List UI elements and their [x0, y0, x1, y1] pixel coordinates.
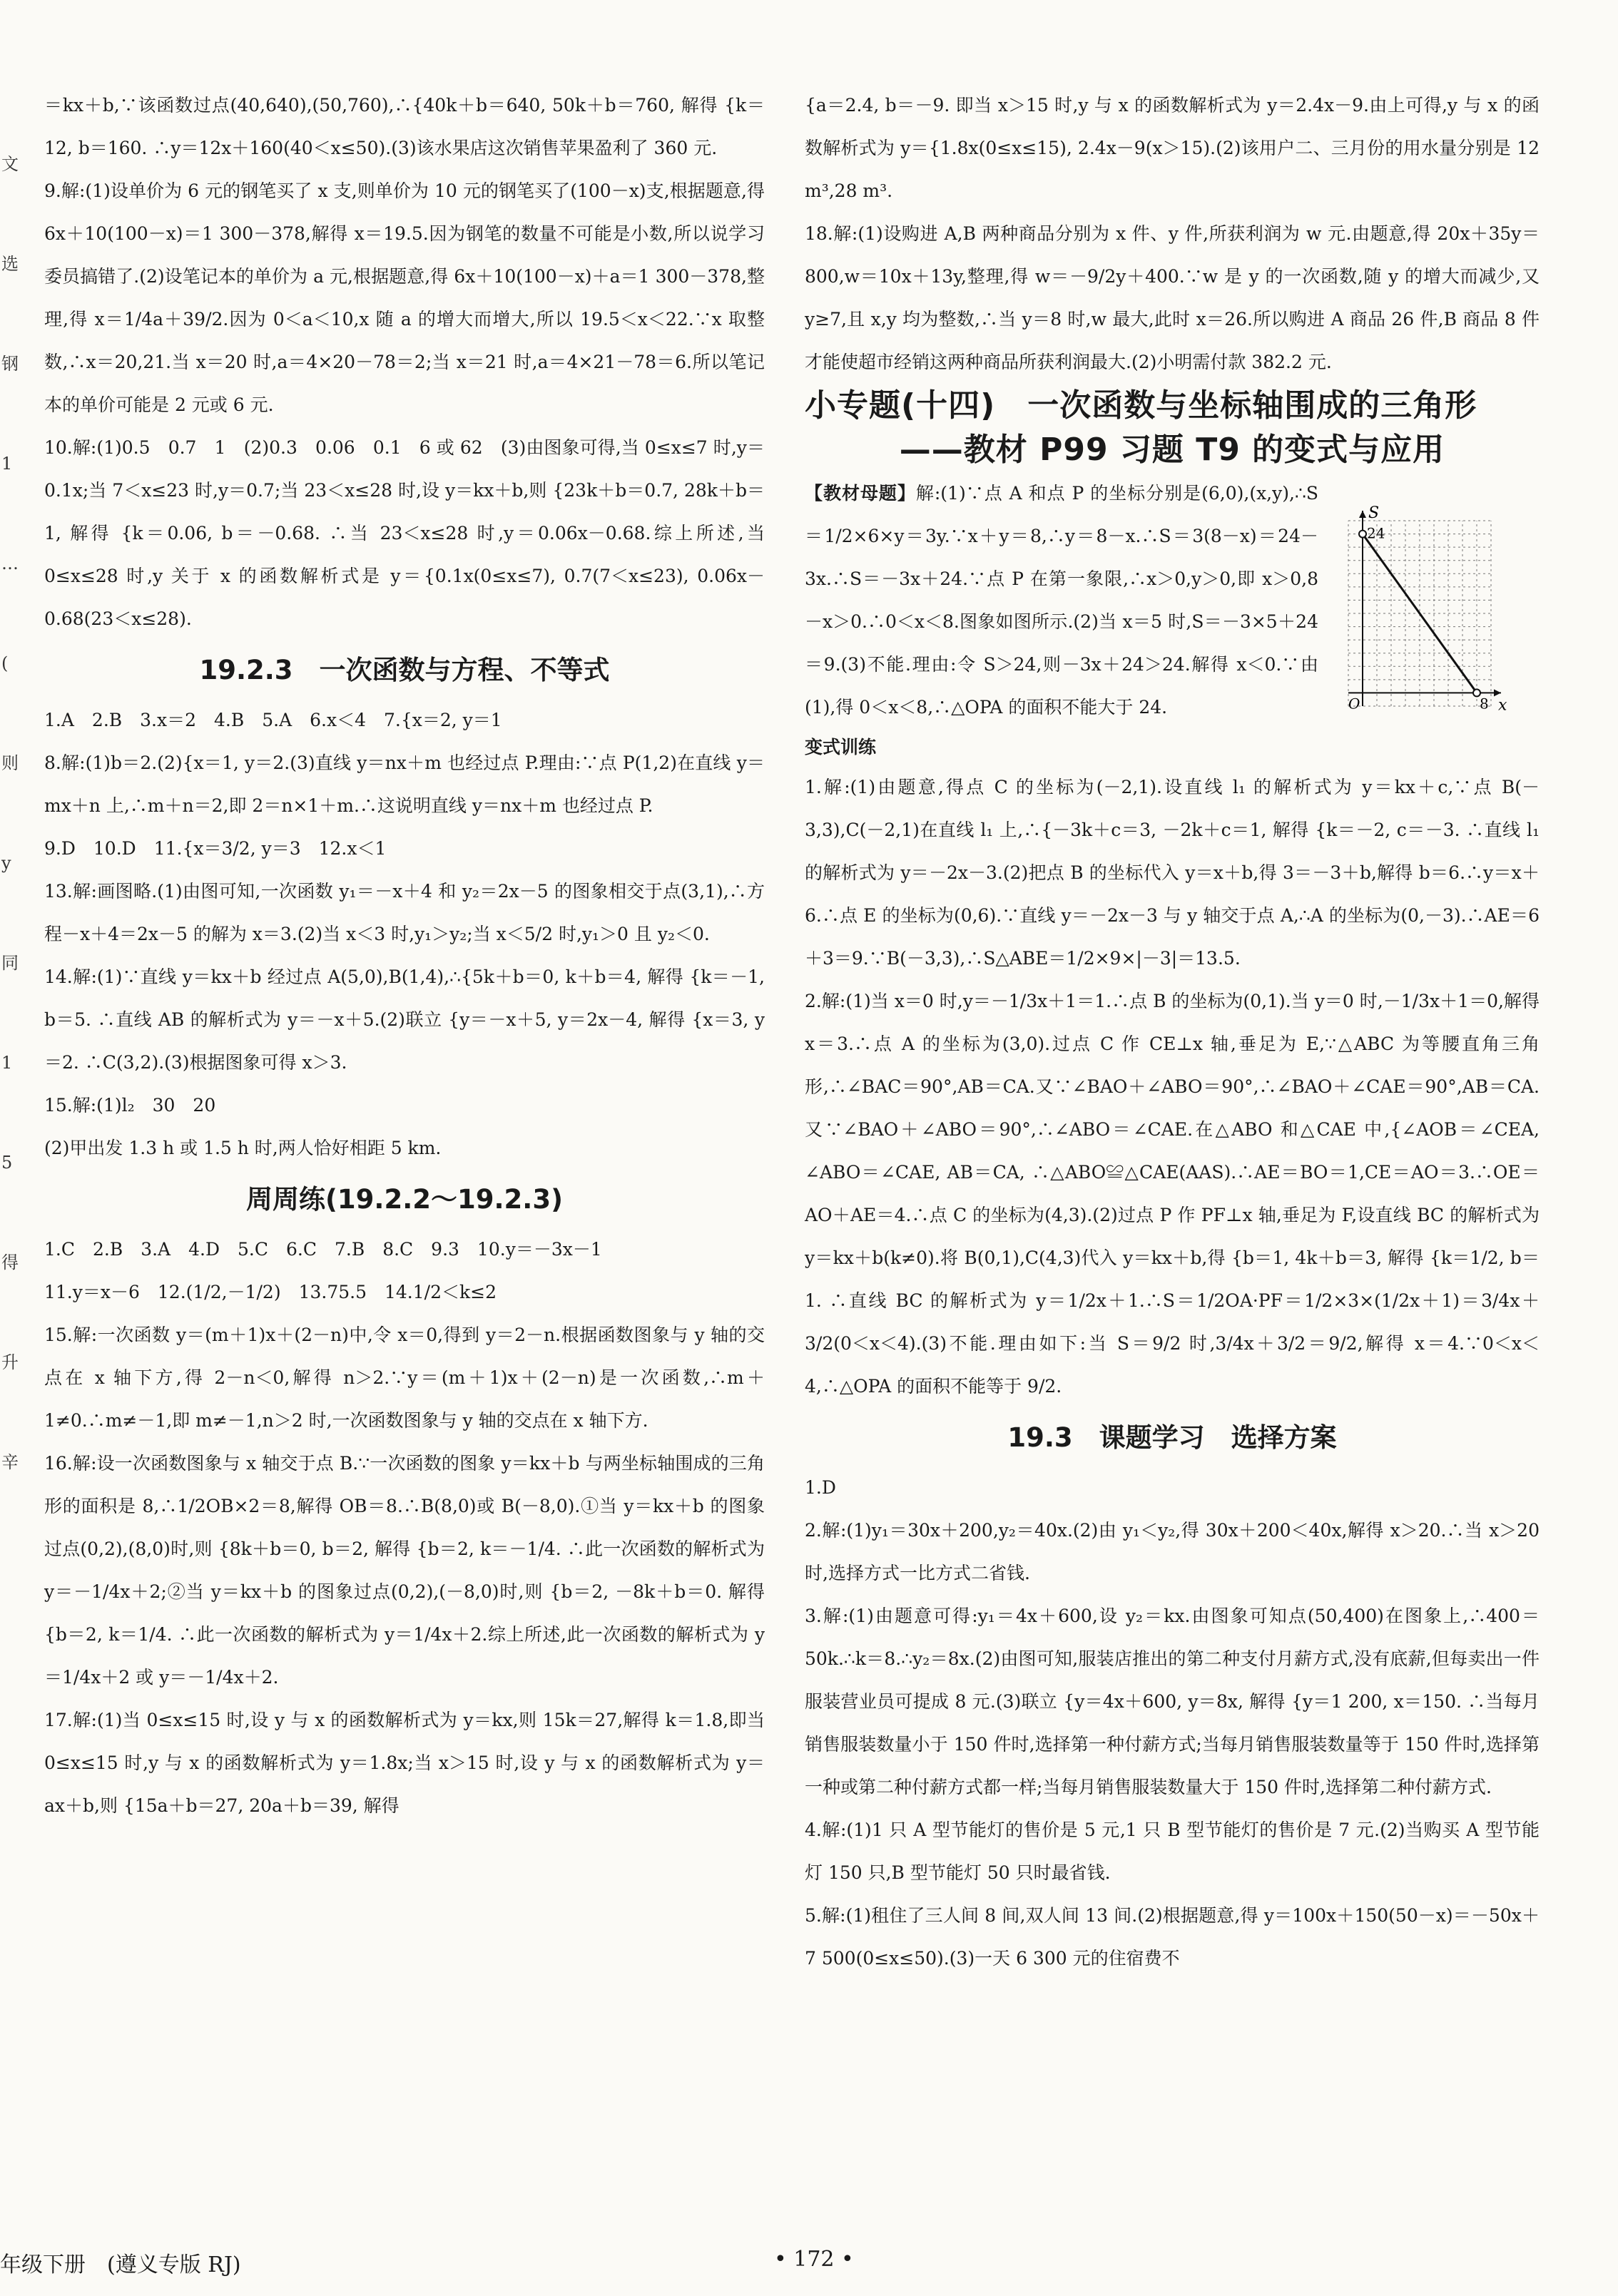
answer-paragraph: 1.A 2.B 3.x＝2 4.B 5.A 6.x＜4 7.{x＝2, y＝1: [44, 710, 502, 730]
section-heading-19-2-3: 19.2.3 一次函数与方程、不等式: [199, 655, 610, 685]
edge-mark: 选: [1, 254, 19, 274]
answer-paragraph: 10.解:(1)0.5 0.7 1 (2)0.3 0.06 0.1 6 或 62 (3)由图象可得,当 0≤x≤7 时,y＝0.1x;当 7＜x≤23 时,y＝0.7;当 23＜x≤28 时,设 y＝kx＋b,则 {23k＋b＝0.7, 28k＋b＝1, 解得 {k＝0.06, b＝－0.68. ∴当 23＜x≤28 时,y＝0.06x－0.68.综上所述,当 0≤x≤28 时,y 关于 x 的函数解析式是 y＝{0.1x(0≤x≤7), 0.7(7＜x≤23), 0.06x－0.68(23＜x≤28).: [44, 437, 765, 629]
special-topic-title: 小专题(十四) 一次函数与坐标轴围成的三角形: [805, 387, 1477, 424]
x-tick-label: 8: [1480, 695, 1489, 713]
answer-paragraph: {a＝2.4, b＝－9. 即当 x＞15 时,y 与 x 的函数解析式为 y＝2.4x－9.由上可得,y 与 x 的函数解析式为 y＝{1.8x(0≤x≤15), 2.4x－9(x＞15).(2)该用户二、三月份的用水量分别是 12 m³,28 m³.: [805, 95, 1540, 201]
edge-mark: 同: [1, 953, 19, 973]
answer-paragraph: 15.解:一次函数 y＝(m＋1)x＋(2－n)中,令 x＝0,得到 y＝2－n.根据函数图象与 y 轴的交点在 x 轴下方,得 2－n＜0,解得 n＞2.∵y＝(m＋1)x＋(2－n)是一次函数,∴m＋1≠0.∴m≠－1,即 m≠－1,n＞2 时,一次函数图象与 y 轴的交点在 x 轴下方.: [44, 1325, 765, 1431]
section-heading-weekly: 周周练(19.2.2～19.2.3): [246, 1184, 563, 1215]
answer-paragraph: 5.解:(1)租住了三人间 8 间,双人间 13 间.(2)根据题意,得 y＝100x＋150(50－x)＝－50x＋7 500(0≤x≤50).(3)一天 6 300 元的住宿费不: [805, 1905, 1540, 1969]
special-topic-subtitle: ——教材 P99 习题 T9 的变式与应用: [899, 432, 1445, 468]
answer-paragraph: 1.D: [805, 1477, 836, 1498]
answer-paragraph: 1.C 2.B 3.A 4.D 5.C 6.C 7.B 8.C 9.3 10.y＝－3x－1: [44, 1239, 602, 1260]
answer-paragraph: (2)甲出发 1.3 h 或 1.5 h 时,两人恰好相距 5 km.: [44, 1138, 442, 1158]
page-number: • 172 •: [774, 2247, 854, 2272]
answer-paragraph: 11.y＝x－6 12.(1/2,－1/2) 13.75.5 14.1/2＜k≤2: [44, 1282, 497, 1302]
mother-problem-label: 【教材母题】: [805, 483, 916, 504]
s-vs-x-graph: [1334, 499, 1512, 735]
edge-mark: …: [1, 553, 19, 573]
edge-mark: (: [1, 653, 9, 673]
answer-paragraph: 2.解:(1)y₁＝30x＋200,y₂＝40x.(2)由 y₁＜y₂,得 30x＋200＜40x,解得 x＞20.∴当 x＞20 时,选择方式一比方式二省钱.: [805, 1520, 1540, 1583]
edge-mark: 辛: [1, 1452, 19, 1472]
answer-paragraph: 14.解:(1)∵直线 y＝kx＋b 经过点 A(5,0),B(1,4),∴{5k＋b＝0, k＋b＝4, 解得 {k＝－1, b＝5. ∴直线 AB 的解析式为 y＝－x＋5.(2)联立 {y＝－x＋5, y＝2x－4, 解得 {x＝3, y＝2. ∴C(3,2).(3)根据图象可得 x＞3.: [44, 966, 765, 1073]
edge-mark: 5: [1, 1153, 13, 1173]
answer-paragraph: 1.解:(1)由题意,得点 C 的坐标为(－2,1).设直线 l₁ 的解析式为 y＝kx＋c,∵点 B(－3,3),C(－2,1)在直线 l₁ 上,∴{－3k＋c＝3, －2k＋c＝1, 解得 {k＝－2, c＝－3. ∴直线 l₁ 的解析式为 y＝－2x－3.(2)把点 B 的坐标代入 y＝x＋b,得 3＝－3＋b,解得 b＝6.∴y＝x＋6.∴点 E 的坐标为(0,6).∵直线 y＝－2x－3 与 y 轴交于点 A,∴A 的坐标为(0,－3).∴AE＝6＋3＝9.∵B(－3,3),∴S△ABE＝1/2×9×|－3|＝13.5.: [805, 777, 1540, 969]
answer-paragraph: 9.D 10.D 11.{x＝3/2, y＝3 12.x＜1: [44, 838, 387, 859]
section-heading-19-3: 19.3 课题学习 选择方案: [1007, 1422, 1337, 1453]
left-edge-marks: [1, 114, 19, 1512]
answer-paragraph: 17.解:(1)当 0≤x≤15 时,设 y 与 x 的函数解析式为 y＝kx,则 15k＝27,解得 k＝1.8,即当 0≤x≤15 时,y 与 x 的函数解析式为 y＝1.8x;当 x＞15 时,设 y 与 x 的函数解析式为 y＝ax＋b,则 {15a＋b＝27, 20a＋b＝39, 解得: [44, 1710, 765, 1816]
x-axis-label: x: [1498, 696, 1507, 715]
edge-mark: 得: [1, 1252, 19, 1272]
answer-paragraph: ＝kx＋b,∵该函数过点(40,640),(50,760),∴{40k＋b＝640, 50k＋b＝760, 解得 {k＝12, b＝160. ∴y＝12x＋160(40＜x≤50).(3)该水果店这次销售苹果盈利了 360 元.: [44, 95, 765, 158]
right-column: [805, 84, 1540, 1980]
answer-paragraph: 4.解:(1)1 只 A 型节能灯的售价是 5 元,1 只 B 型节能灯的售价是 7 元.(2)当购买 A 型节能灯 150 只,B 型节能灯 50 只时最省钱.: [805, 1820, 1540, 1883]
edge-mark: 1: [1, 1053, 13, 1073]
mother-problem-text: 解:(1)∵点 A 和点 P 的坐标分别是(6,0),(x,y),∴S＝1/2×6×y＝3y.∵x＋y＝8,∴y＝8－x.∴S＝3(8－x)＝24－3x.∴S＝－3x＋24.∵点 P 在第一象限,∴x＞0,y＞0,即 x＞0,8－x＞0.∴0＜x＜8.图象如图所示.(2)当 x＝5 时,S＝－3×5＋24＝9.(3)不能.理由:令 S＞24,则－3x＋24＞24.解得 x＜0.∵由(1),得 0＜x＜8,∴△OPA 的面积不能大于 24.: [805, 483, 1318, 718]
edge-mark: 升: [1, 1352, 19, 1372]
mother-problem-paragraph: [805, 472, 1318, 729]
footer-grade-label: 年级下册 (遵义专版 RJ): [0, 2252, 241, 2277]
answer-paragraph: 8.解:(1)b＝2.(2){x＝1, y＝2.(3)直线 y＝nx＋m 也经过点 P.理由:∵点 P(1,2)在直线 y＝mx＋n 上,∴m＋n＝2,即 2＝n×1＋m.∴这说明直线 y＝nx＋m 也经过点 P.: [44, 752, 765, 816]
graph-svg: [1334, 499, 1512, 735]
origin-label: O: [1348, 695, 1360, 713]
edge-mark: 1: [1, 454, 13, 474]
edge-mark: 钢: [1, 354, 19, 374]
x-axis-arrow-icon: [1494, 689, 1501, 696]
edge-mark: 文: [1, 154, 19, 174]
edge-mark: y: [1, 853, 11, 873]
answer-paragraph: 18.解:(1)设购进 A,B 两种商品分别为 x 件、y 件,所获利润为 w 元.由题意,得 20x＋35y＝800,w＝10x＋13y,整理,得 w＝－9/2y＋400.∵w 是 y 的一次函数,随 y 的增大而减少,又 y≥7,且 x,y 均为整数,∴当 y＝8 时,w 最大,此时 x＝26.所以购进 A 商品 26 件,B 商品 8 件才能使超市经销这两种商品所获利润最大.(2)小明需付款 382.2 元.: [805, 223, 1540, 372]
variant-training-label: 变式训练: [805, 737, 877, 757]
answer-paragraph: 13.解:画图略.(1)由图可知,一次函数 y₁＝－x＋4 和 y₂＝2x－5 的图象相交于点(3,1),∴方程－x＋4＝2x－5 的解为 x＝3.(2)当 x＜3 时,y₁＞y₂;当 x＜5/2 时,y₁＞0 且 y₂＜0.: [44, 881, 765, 944]
edge-mark: 则: [1, 753, 19, 773]
left-column: [44, 84, 765, 1827]
answer-paragraph: 2.解:(1)当 x＝0 时,y＝－1/3x＋1＝1.∴点 B 的坐标为(0,1).当 y＝0 时,－1/3x＋1＝0,解得 x＝3.∴点 A 的坐标为(3,0).过点 C 作 CE⊥x 轴,垂足为 E,∵△ABC 为等腰直角三角形,∴∠BAC＝90°,AB＝CA.又∵∠BAO＋∠ABO＝90°,∴∠BAO＋∠CAE＝90°,AB＝CA.又∵∠BAO＋∠ABO＝90°,∴∠ABO＝∠CAE.在△ABO 和△CAE 中,{∠AOB＝∠CEA, ∠ABO＝∠CAE, AB＝CA, ∴△ABO≌△CAE(AAS).∴AE＝BO＝1,CE＝AO＝3.∴OE＝AO＋AE＝4.∴点 C 的坐标为(4,3).(2)过点 P 作 PF⊥x 轴,垂足为 F,设直线 BC 的解析式为 y＝kx＋b(k≠0).将 B(0,1),C(4,3)代入 y＝kx＋b,得 {b＝1, 4k＋b＝3, 解得 {k＝1/2, b＝1. ∴直线 BC 的解析式为 y＝1/2x＋1.∴S＝1/2OA·PF＝1/2×3×(1/2x＋1)＝3/4x＋3/2(0＜x＜4).(3)不能.理由如下:当 S＝9/2 时,3/4x＋3/2＝9/2,解得 x＝4.∵0＜x＜4,∴△OPA 的面积不能等于 9/2.: [805, 991, 1540, 1397]
y-axis-arrow-icon: [1359, 511, 1366, 518]
answer-paragraph: 9.解:(1)设单价为 6 元的钢笔买了 x 支,则单价为 10 元的钢笔买了(100－x)支,根据题意,得 6x＋10(100－x)＝1 300－378,解得 x＝19.5.因为钢笔的数量不可能是小数,所以说学习委员搞错了.(2)设笔记本的单价为 a 元,根据题意,得 6x＋10(100－x)＋a＝1 300－378,整理,得 x＝1/4a＋39/2.因为 0＜a＜10,x 随 a 的增大而增大,所以 19.5＜x＜22.∵x 取整数,∴x＝20,21.当 x＝20 时,a＝4×20－78＝2;当 x＝21 时,a＝4×21－78＝6.所以笔记本的单价可能是 2 元或 6 元.: [44, 180, 765, 415]
answer-paragraph: 16.解:设一次函数图象与 x 轴交于点 B.∵一次函数的图象 y＝kx＋b 与两坐标轴围成的三角形的面积是 8,∴1/2OB×2＝8,解得 OB＝8.∴B(8,0)或 B(－8,0).①当 y＝kx＋b 的图象过点(0,2),(8,0)时,则 {8k＋b＝0, b＝2, 解得 {b＝2, k＝－1/4. ∴此一次函数的解析式为 y＝－1/4x＋2;②当 y＝kx＋b 的图象过点(0,2),(－8,0)时,则 {b＝2, －8k＋b＝0. 解得 {b＝2, k＝1/4. ∴此一次函数的解析式为 y＝1/4x＋2.综上所述,此一次函数的解析式为 y＝1/4x＋2 或 y＝－1/4x＋2.: [44, 1453, 765, 1688]
y-axis-label: S: [1368, 504, 1380, 522]
endpoint-open-circle: [1359, 531, 1366, 538]
answer-paragraph: 15.解:(1)l₂ 30 20: [44, 1095, 216, 1116]
y-tick-label: 24: [1367, 524, 1385, 542]
answer-paragraph: 3.解:(1)由题意可得:y₁＝4x＋600,设 y₂＝kx.由图象可知点(50,400)在图象上,∴400＝50k.∴k＝8.∴y₂＝8x.(2)由图可知,服装店推出的第二种支付月薪方式,没有底薪,但每卖出一件服装营业员可提成 8 元.(3)联立 {y＝4x＋600, y＝8x, 解得 {y＝1 200, x＝150. ∴当每月销售服装数量小于 150 件时,选择第一种付薪方式;当每月销售服装数量等于 150 件时,选择第一种或第二种付薪方式都一样;当每月销售服装数量大于 150 件时,选择第二种付薪方式.: [805, 1606, 1540, 1797]
